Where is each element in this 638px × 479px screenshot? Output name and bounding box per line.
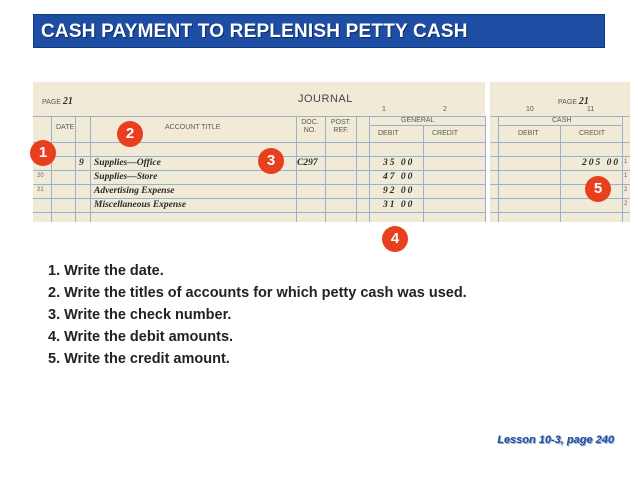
- line-number: 20: [37, 173, 44, 179]
- callout-badge-4: 4: [382, 226, 408, 252]
- general-label: GENERAL: [401, 117, 435, 124]
- entry-debit: 35 00: [383, 158, 415, 168]
- entry-account: Miscellaneous Expense: [94, 200, 187, 210]
- line-number: 2: [624, 201, 628, 207]
- entry-account: Supplies—Office: [94, 158, 161, 168]
- column-number-11: 11: [587, 106, 595, 113]
- instruction-item: 4. Write the debit amounts.: [48, 329, 234, 345]
- title-bar: [33, 14, 605, 48]
- instruction-item: 3. Write the check number.: [48, 307, 232, 323]
- slide-title: CASH PAYMENT TO REPLENISH PETTY CASH: [41, 21, 468, 42]
- entry-debit: 92 00: [383, 186, 415, 196]
- header-post-ref: POST. REF.: [330, 119, 352, 134]
- cash-label: CASH: [552, 117, 572, 124]
- entry-cash-credit: 205 00: [582, 158, 621, 168]
- entry-debit: 47 00: [383, 172, 415, 182]
- header-account-title: ACCOUNT TITLE: [165, 124, 221, 131]
- entry-doc-no: C297: [297, 158, 318, 168]
- page-number-right: 21: [578, 96, 589, 107]
- header-cash-credit: CREDIT: [579, 130, 606, 137]
- instruction-list: [48, 260, 467, 370]
- journal-left-panel: [33, 82, 485, 222]
- callout-badge-1: 1: [30, 140, 56, 166]
- page-label-right: PAGE 21: [558, 96, 589, 107]
- instruction-item: 2. Write the titles of accounts for which petty cash was used.: [48, 285, 467, 301]
- callout-badge-3: 3: [258, 148, 284, 174]
- callout-badge-2: 2: [117, 121, 143, 147]
- instruction-item: 5. Write the credit amount.: [48, 351, 230, 367]
- lesson-reference: Lesson 10-3, page 240: [497, 434, 614, 446]
- column-number-2: 2: [443, 106, 447, 113]
- instruction-item: 1. Write the date.: [48, 263, 164, 279]
- entry-account: Advertising Expense: [94, 186, 175, 196]
- header-credit: CREDIT: [432, 130, 459, 137]
- header-doc-no: DOC. NO.: [301, 119, 319, 134]
- line-number: 1: [624, 173, 628, 179]
- header-cash-debit: DEBIT: [518, 130, 539, 137]
- line-number: 2: [624, 187, 628, 193]
- journal-heading: JOURNAL: [298, 93, 353, 105]
- journal-right-panel: [490, 82, 630, 222]
- column-number-10: 10: [526, 106, 534, 113]
- line-number: 1: [624, 159, 628, 165]
- entry-account: Supplies—Store: [94, 172, 158, 182]
- line-number: 21: [37, 187, 44, 193]
- page-label-left: PAGE 21: [42, 96, 73, 107]
- callout-badge-5: 5: [585, 176, 611, 202]
- entry-date: 9: [79, 158, 84, 168]
- entry-debit: 31 00: [383, 200, 415, 210]
- header-date: DATE: [56, 124, 75, 131]
- column-number-1: 1: [382, 106, 386, 113]
- header-debit: DEBIT: [378, 130, 399, 137]
- page-number-left: 21: [62, 96, 73, 107]
